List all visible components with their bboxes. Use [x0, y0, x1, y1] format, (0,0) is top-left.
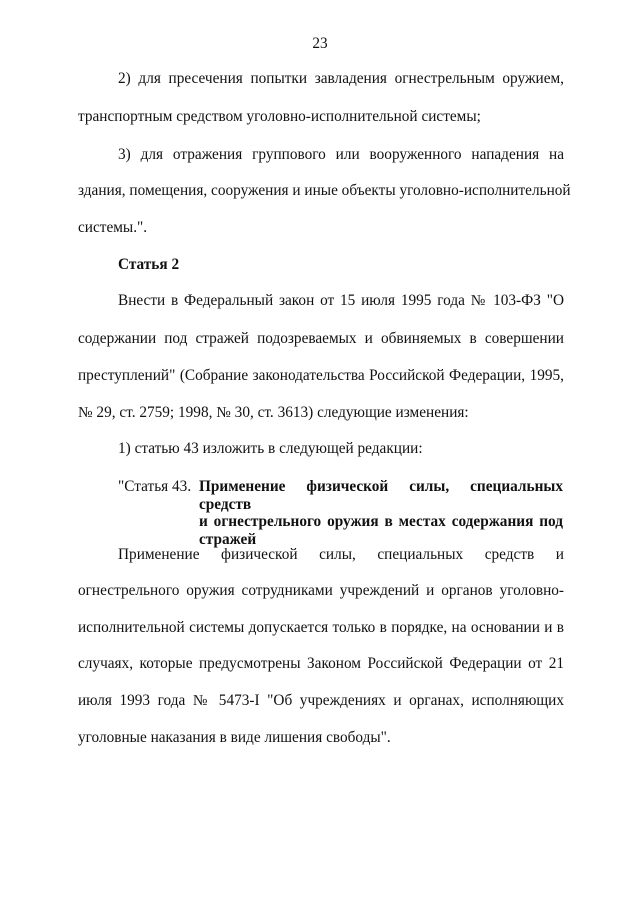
- article-2-para-line: Внести в Федеральный закон от 15 июля 1995 года № 103-ФЗ "О: [118, 292, 564, 309]
- page-number: 23: [312, 35, 328, 52]
- article-43-label: "Статья 43.: [118, 478, 192, 495]
- intro-item-3-line-1: [118, 146, 564, 164]
- article-43-body-line: июля 1993 года № 5473-I "Об учреждениях и органах, исполняющих: [78, 692, 564, 709]
- intro-item-2-line-1: [118, 70, 564, 88]
- article-43-title-line: и огнестрельного оружия в местах содержания под: [199, 513, 563, 530]
- intro-item-2-text-1: для пресечения попытки завладения огнестрельным оружием,: [138, 70, 564, 87]
- article-2-para-line: содержании под стражей подозреваемых и обвиняемых в совершении: [78, 330, 564, 347]
- article-43-title-line: Применение физической силы, специальных средств: [199, 478, 563, 513]
- article-43-body-line: исполнительной системы допускается только в порядке, на основании и в: [78, 619, 564, 636]
- intro-item-2-label: 2): [118, 70, 131, 87]
- article-2-heading: Статья 2: [118, 256, 180, 273]
- article-2-item-1: 1) статью 43 изложить в следующей редакции:: [118, 440, 423, 457]
- article-43-body-line: случаях, которые предусмотрены Законом Российской Федерации от 21: [78, 655, 564, 672]
- article-43-body-line: уголовные наказания в виде лишения свободы".: [78, 729, 391, 746]
- article-2-para-line: преступлений" (Собрание законодательства Российской Федерации, 1995,: [78, 367, 564, 384]
- intro-item-3-label: 3): [118, 146, 131, 163]
- article-43-body-line: огнестрельного оружия сотрудниками учреждений и органов уголовно-: [78, 582, 564, 599]
- article-43-title: [199, 478, 563, 548]
- intro-item-2-line-2: транспортным средством уголовно-исполнительной системы;: [78, 108, 481, 125]
- article-43-body-line: Применение физической силы, специальных средств и: [118, 546, 564, 563]
- article-2-para-line: № 29, ст. 2759; 1998, № 30, ст. 3613) следующие изменения:: [78, 404, 469, 421]
- intro-item-3-line-2: здания, помещения, сооружения и иные объекты уголовно-исполнительной: [78, 182, 571, 199]
- intro-item-3-line-3: системы.".: [78, 219, 148, 236]
- article-43-title-line: стражей: [199, 530, 257, 548]
- intro-item-3-text-1: для отражения группового или вооруженного нападения на: [140, 146, 564, 163]
